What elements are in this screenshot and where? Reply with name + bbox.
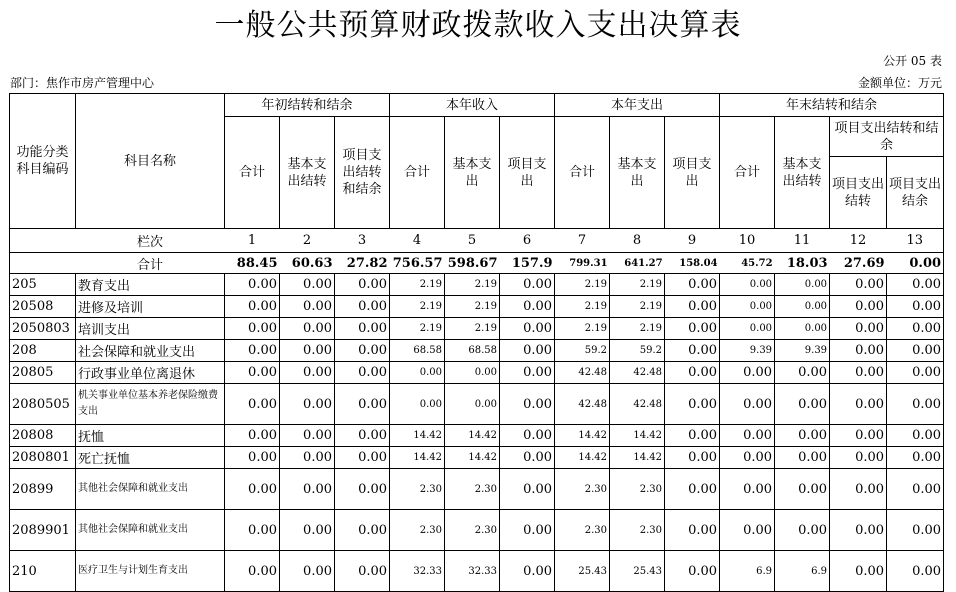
row-value: 2.19 xyxy=(445,296,500,318)
row-code: 2089901 xyxy=(10,510,76,551)
index-cell: 4 xyxy=(390,229,445,253)
row-value: 2.19 xyxy=(390,296,445,318)
table-row xyxy=(10,274,944,296)
header-col-4: 合计 xyxy=(390,117,445,229)
row-value: 14.42 xyxy=(445,447,500,469)
total-cell: 641.27 xyxy=(610,253,665,274)
header-col-12: 项目支出结转 xyxy=(830,157,887,229)
row-value: 0.00 xyxy=(887,469,944,510)
row-value: 0.00 xyxy=(720,296,775,318)
row-value: 0.00 xyxy=(830,425,887,447)
header-group-opening: 年初结转和结余 xyxy=(225,94,390,117)
header-col-5: 基本支出 xyxy=(445,117,500,229)
row-value: 0.00 xyxy=(280,362,335,384)
total-cell: 158.04 xyxy=(665,253,720,274)
total-cell: 60.63 xyxy=(280,253,335,274)
row-value: 0.00 xyxy=(500,318,555,340)
row-value: 0.00 xyxy=(830,469,887,510)
header-group-closing: 年末结转和结余 xyxy=(720,94,944,117)
page-title: 一般公共预算财政拨款收入支出决算表 xyxy=(214,8,742,43)
row-value: 0.00 xyxy=(775,318,830,340)
row-value: 0.00 xyxy=(830,318,887,340)
row-value: 0.00 xyxy=(500,425,555,447)
index-cell: 1 xyxy=(225,229,280,253)
row-value: 42.48 xyxy=(610,362,665,384)
row-value: 0.00 xyxy=(665,551,720,592)
index-cell: 7 xyxy=(555,229,610,253)
index-cell: 12 xyxy=(830,229,887,253)
row-value: 0.00 xyxy=(830,274,887,296)
row-value: 42.48 xyxy=(555,384,610,425)
row-value: 2.19 xyxy=(610,274,665,296)
row-value: 0.00 xyxy=(500,551,555,592)
row-value: 2.30 xyxy=(390,469,445,510)
row-value: 0.00 xyxy=(887,384,944,425)
row-value: 0.00 xyxy=(225,551,280,592)
row-value: 0.00 xyxy=(225,425,280,447)
row-value: 2.30 xyxy=(445,510,500,551)
row-value: 0.00 xyxy=(720,510,775,551)
row-value: 0.00 xyxy=(500,362,555,384)
row-value: 0.00 xyxy=(887,425,944,447)
row-value: 0.00 xyxy=(887,340,944,362)
row-value: 0.00 xyxy=(887,447,944,469)
index-cell: 13 xyxy=(887,229,944,253)
row-value: 9.39 xyxy=(720,340,775,362)
row-value: 0.00 xyxy=(280,318,335,340)
row-value: 0.00 xyxy=(830,510,887,551)
row-code: 210 xyxy=(10,551,76,592)
row-value: 0.00 xyxy=(225,469,280,510)
row-value: 0.00 xyxy=(830,384,887,425)
row-value: 2.19 xyxy=(445,274,500,296)
row-value: 0.00 xyxy=(335,296,390,318)
row-value: 2.19 xyxy=(445,318,500,340)
total-cell: 27.69 xyxy=(830,253,887,274)
row-value: 0.00 xyxy=(665,469,720,510)
row-value: 59.2 xyxy=(555,340,610,362)
row-value: 2.30 xyxy=(390,510,445,551)
header-group-income: 本年收入 xyxy=(390,94,555,117)
header-col-7: 合计 xyxy=(555,117,610,229)
row-value: 59.2 xyxy=(610,340,665,362)
row-value: 0.00 xyxy=(887,551,944,592)
total-cell: 598.67 xyxy=(445,253,500,274)
total-cell: 799.31 xyxy=(555,253,610,274)
row-value: 9.39 xyxy=(775,340,830,362)
index-cell: 10 xyxy=(720,229,775,253)
row-value: 0.00 xyxy=(665,362,720,384)
table-row xyxy=(10,469,944,510)
row-value: 2.30 xyxy=(610,510,665,551)
row-value: 2.19 xyxy=(390,318,445,340)
table-row xyxy=(10,447,944,469)
row-value: 14.42 xyxy=(390,425,445,447)
row-value: 0.00 xyxy=(665,340,720,362)
row-value: 0.00 xyxy=(280,384,335,425)
row-value: 6.9 xyxy=(720,551,775,592)
form-code: 公开 05 表 xyxy=(883,54,942,68)
index-cell: 3 xyxy=(335,229,390,253)
row-value: 14.42 xyxy=(610,425,665,447)
row-value: 2.19 xyxy=(610,296,665,318)
row-value: 0.00 xyxy=(500,447,555,469)
row-value: 0.00 xyxy=(887,510,944,551)
row-value: 0.00 xyxy=(335,340,390,362)
table-row xyxy=(10,384,944,425)
total-cell: 45.72 xyxy=(720,253,775,274)
row-value: 0.00 xyxy=(775,510,830,551)
row-name: 抚恤 xyxy=(76,425,225,447)
row-name: 死亡抚恤 xyxy=(76,447,225,469)
row-value: 0.00 xyxy=(335,362,390,384)
index-cell: 11 xyxy=(775,229,830,253)
row-value: 32.33 xyxy=(390,551,445,592)
row-value: 32.33 xyxy=(445,551,500,592)
row-value: 14.42 xyxy=(445,425,500,447)
row-value: 0.00 xyxy=(335,425,390,447)
row-value: 0.00 xyxy=(500,340,555,362)
header-code: 功能分类科目编码 xyxy=(10,94,76,229)
row-value: 0.00 xyxy=(775,384,830,425)
header-col-11: 基本支出结转 xyxy=(775,117,830,229)
row-name: 医疗卫生与计划生育支出 xyxy=(76,551,225,592)
header-col-3: 项目支出结转和结余 xyxy=(335,117,390,229)
row-code: 20508 xyxy=(10,296,76,318)
row-value: 0.00 xyxy=(280,551,335,592)
row-value: 0.00 xyxy=(775,447,830,469)
row-value: 0.00 xyxy=(335,447,390,469)
row-value: 0.00 xyxy=(500,274,555,296)
header-sub-project: 项目支出结转和结余 xyxy=(830,117,944,157)
row-value: 0.00 xyxy=(887,296,944,318)
total-label: 合计 xyxy=(76,253,225,274)
row-value: 0.00 xyxy=(887,274,944,296)
row-value: 0.00 xyxy=(830,340,887,362)
row-value: 2.30 xyxy=(445,469,500,510)
table-row xyxy=(10,510,944,551)
row-name: 其他社会保障和就业支出 xyxy=(76,510,225,551)
row-value: 0.00 xyxy=(720,425,775,447)
row-value: 0.00 xyxy=(280,296,335,318)
table-row xyxy=(10,318,944,340)
row-value: 0.00 xyxy=(225,510,280,551)
row-value: 14.42 xyxy=(390,447,445,469)
row-value: 0.00 xyxy=(887,318,944,340)
table-row xyxy=(10,551,944,592)
row-value: 0.00 xyxy=(335,469,390,510)
row-value: 0.00 xyxy=(775,425,830,447)
row-code: 205 xyxy=(10,274,76,296)
budget-table xyxy=(9,93,944,592)
row-value: 0.00 xyxy=(225,384,280,425)
total-cell: 756.57 xyxy=(390,253,445,274)
row-value: 0.00 xyxy=(775,274,830,296)
row-code: 20808 xyxy=(10,425,76,447)
row-value: 0.00 xyxy=(280,340,335,362)
row-value: 0.00 xyxy=(445,362,500,384)
row-value: 0.00 xyxy=(720,384,775,425)
row-value: 0.00 xyxy=(830,362,887,384)
row-value: 0.00 xyxy=(720,274,775,296)
header-group-expense: 本年支出 xyxy=(555,94,720,117)
row-value: 2.30 xyxy=(610,469,665,510)
row-name: 进修及培训 xyxy=(76,296,225,318)
row-name: 社会保障和就业支出 xyxy=(76,340,225,362)
row-value: 0.00 xyxy=(280,274,335,296)
row-value: 0.00 xyxy=(830,447,887,469)
row-value: 25.43 xyxy=(555,551,610,592)
row-value: 14.42 xyxy=(610,447,665,469)
index-cell: 6 xyxy=(500,229,555,253)
row-name: 其他社会保障和就业支出 xyxy=(76,469,225,510)
index-row xyxy=(10,229,944,253)
row-value: 68.58 xyxy=(445,340,500,362)
row-code: 2080801 xyxy=(10,447,76,469)
index-cell: 9 xyxy=(665,229,720,253)
row-value: 0.00 xyxy=(500,510,555,551)
row-code: 208 xyxy=(10,340,76,362)
row-value: 0.00 xyxy=(720,447,775,469)
total-row xyxy=(10,253,944,274)
row-value: 0.00 xyxy=(665,296,720,318)
table-row xyxy=(10,340,944,362)
index-cell: 8 xyxy=(610,229,665,253)
row-value: 25.43 xyxy=(610,551,665,592)
row-value: 0.00 xyxy=(225,318,280,340)
row-value: 14.42 xyxy=(555,425,610,447)
row-value: 0.00 xyxy=(335,274,390,296)
header-col-8: 基本支出 xyxy=(610,117,665,229)
row-value: 0.00 xyxy=(225,340,280,362)
row-value: 2.19 xyxy=(555,296,610,318)
row-value: 42.48 xyxy=(555,362,610,384)
row-name: 机关事业单位基本养老保险缴费支出 xyxy=(76,384,225,425)
row-name: 教育支出 xyxy=(76,274,225,296)
index-label: 栏次 xyxy=(76,229,225,253)
row-value: 0.00 xyxy=(775,469,830,510)
row-value: 2.19 xyxy=(390,274,445,296)
row-value: 0.00 xyxy=(500,469,555,510)
table-row xyxy=(10,362,944,384)
row-value: 0.00 xyxy=(390,384,445,425)
row-value: 0.00 xyxy=(280,469,335,510)
row-value: 2.30 xyxy=(555,510,610,551)
row-value: 0.00 xyxy=(335,384,390,425)
row-value: 2.30 xyxy=(555,469,610,510)
table-row xyxy=(10,425,944,447)
row-value: 0.00 xyxy=(225,296,280,318)
header-col-13: 项目支出结余 xyxy=(887,157,944,229)
total-cell: 157.9 xyxy=(500,253,555,274)
row-value: 0.00 xyxy=(665,425,720,447)
row-value: 0.00 xyxy=(280,447,335,469)
row-value: 0.00 xyxy=(830,296,887,318)
row-code: 20805 xyxy=(10,362,76,384)
row-value: 0.00 xyxy=(665,318,720,340)
row-value: 2.19 xyxy=(555,274,610,296)
total-cell: 0.00 xyxy=(887,253,944,274)
row-value: 0.00 xyxy=(225,274,280,296)
row-value: 0.00 xyxy=(280,425,335,447)
index-cell: 5 xyxy=(445,229,500,253)
row-value: 0.00 xyxy=(335,318,390,340)
row-value: 0.00 xyxy=(665,510,720,551)
row-value: 0.00 xyxy=(445,384,500,425)
row-code: 2080505 xyxy=(10,384,76,425)
row-value: 14.42 xyxy=(555,447,610,469)
row-value: 0.00 xyxy=(280,510,335,551)
row-value: 0.00 xyxy=(225,447,280,469)
row-value: 0.00 xyxy=(335,510,390,551)
row-value: 0.00 xyxy=(500,296,555,318)
row-value: 0.00 xyxy=(665,274,720,296)
row-value: 68.58 xyxy=(390,340,445,362)
header-name: 科目名称 xyxy=(76,94,225,229)
row-value: 0.00 xyxy=(720,362,775,384)
row-value: 2.19 xyxy=(610,318,665,340)
row-value: 6.9 xyxy=(775,551,830,592)
row-value: 0.00 xyxy=(390,362,445,384)
index-cell: 2 xyxy=(280,229,335,253)
header-col-2: 基本支出结转 xyxy=(280,117,335,229)
row-value: 0.00 xyxy=(665,447,720,469)
unit-label: 金额单位：万元 xyxy=(857,76,942,90)
row-name: 行政事业单位离退休 xyxy=(76,362,225,384)
header-col-1: 合计 xyxy=(225,117,280,229)
total-cell: 27.82 xyxy=(335,253,390,274)
row-value: 0.00 xyxy=(775,362,830,384)
row-code: 2050803 xyxy=(10,318,76,340)
header-col-10: 合计 xyxy=(720,117,775,229)
row-name: 培训支出 xyxy=(76,318,225,340)
row-value: 0.00 xyxy=(720,318,775,340)
row-value: 0.00 xyxy=(665,384,720,425)
row-value: 0.00 xyxy=(887,362,944,384)
row-value: 0.00 xyxy=(500,384,555,425)
row-value: 0.00 xyxy=(830,551,887,592)
row-code: 20899 xyxy=(10,469,76,510)
department-label: 部门：焦作市房产管理中心 xyxy=(10,76,155,90)
total-cell: 18.03 xyxy=(775,253,830,274)
table-row xyxy=(10,296,944,318)
header-col-9: 项目支出 xyxy=(665,117,720,229)
row-value: 0.00 xyxy=(775,296,830,318)
row-value: 42.48 xyxy=(610,384,665,425)
row-value: 0.00 xyxy=(225,362,280,384)
total-cell: 88.45 xyxy=(225,253,280,274)
header-col-6: 项目支出 xyxy=(500,117,555,229)
row-value: 0.00 xyxy=(335,551,390,592)
row-value: 0.00 xyxy=(720,469,775,510)
row-value: 2.19 xyxy=(555,318,610,340)
